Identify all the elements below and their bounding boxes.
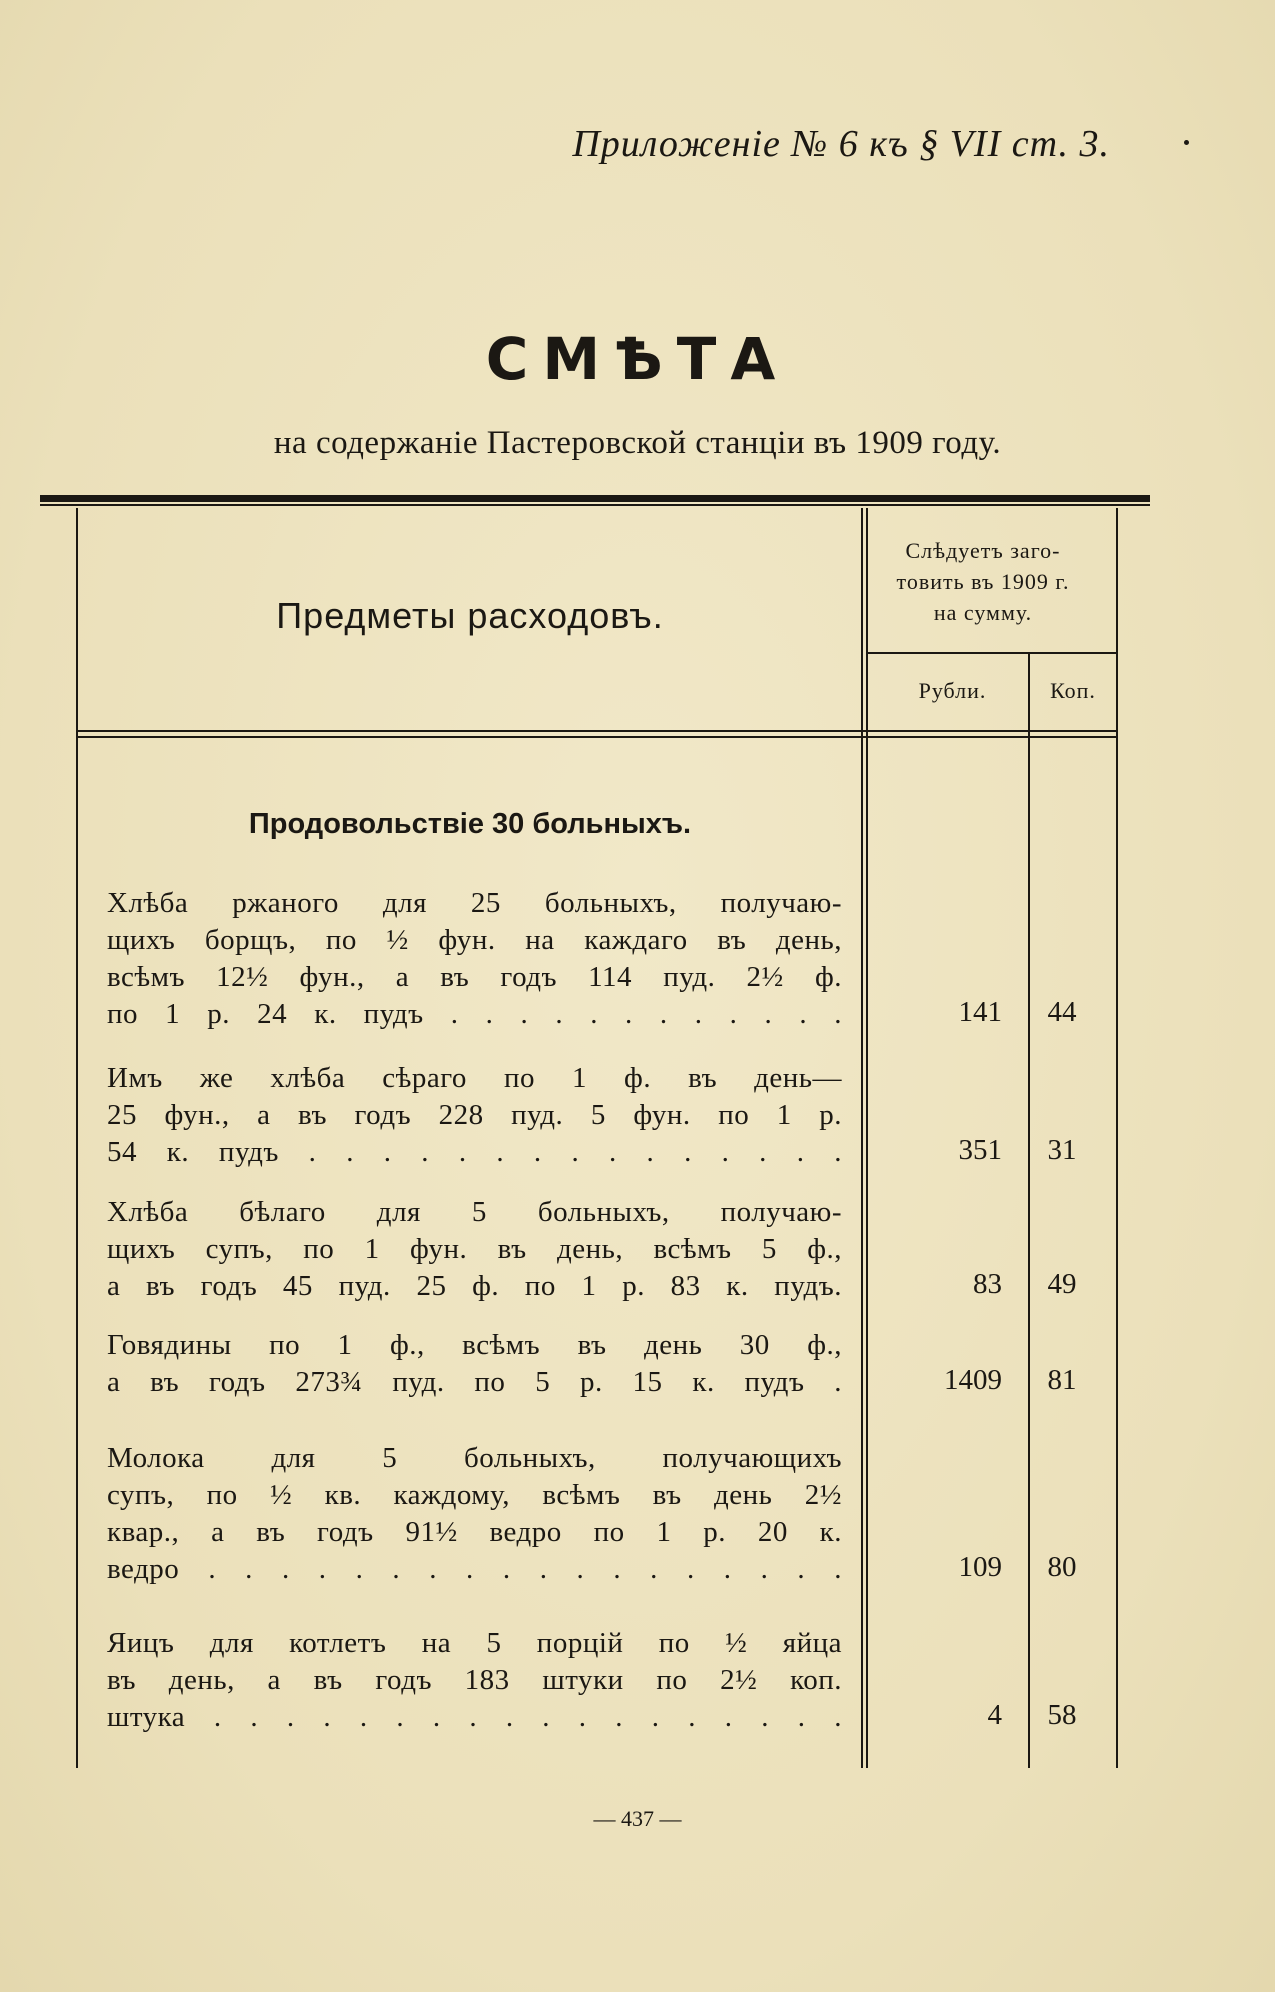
item-kopecks: 44 [1047, 996, 1077, 1028]
appendix-reference: Приложеніе № 6 къ § VII ст. 3. [572, 123, 1110, 165]
item-line: Молока для 5 больныхъ, получающихъ [107, 1442, 842, 1474]
item-kopecks: 81 [1047, 1364, 1077, 1396]
item-line: а въ годъ 45 пуд. 25 ф. по 1 р. 83 к. пудъ. [107, 1270, 842, 1302]
expense-item [107, 1060, 842, 1171]
table-header-rule [78, 730, 1116, 732]
item-line: супъ, по ½ кв. каждому, всѣмъ въ день 2½ [107, 1479, 842, 1511]
column-header-sum-line3: на сумму. [933, 600, 1033, 625]
item-line: Яицъ для котлетъ на 5 порцій по ½ яйца [107, 1627, 842, 1659]
item-line: а въ годъ 273¾ пуд. по 5 р. 15 к. пудъ . [107, 1366, 842, 1398]
item-kopecks: 31 [1047, 1134, 1077, 1166]
column-header-rubles: Рубли. [918, 678, 987, 703]
item-rubles: 109 [958, 1551, 1002, 1583]
item-rubles: 351 [958, 1134, 1002, 1166]
item-rubles: 83 [973, 1268, 1002, 1300]
expense-item [107, 1194, 842, 1305]
item-rubles: 1409 [944, 1364, 1002, 1396]
header-rule-thin [40, 504, 1150, 506]
ink-speck [1184, 140, 1189, 145]
item-line: по 1 р. 24 к. пудъ . . . . . . . . . . . . [107, 998, 842, 1030]
column-header-kopecks: Коп. [1050, 678, 1096, 703]
item-line: Имъ же хлѣба сѣраго по 1 ф. въ день— [107, 1062, 842, 1094]
document-subtitle: на содержаніе Пастеровской станціи въ 1909 году. [273, 425, 1002, 461]
item-rubles: 4 [987, 1699, 1002, 1731]
expense-item [107, 1440, 842, 1588]
table-column-divider-double [866, 508, 868, 1768]
expense-item [107, 1327, 842, 1401]
item-line: Говядины по 1 ф., всѣмъ въ день 30 ф., [107, 1329, 842, 1361]
table-header-rule-double [78, 736, 1116, 738]
section-title: Продовольствіе 30 больныхъ. [248, 808, 692, 840]
table-subheader-rule [866, 652, 1116, 654]
column-header-sum-line2: товить въ 1909 г. [896, 569, 1070, 594]
column-header-sum [868, 535, 1098, 628]
table-kop-divider [1028, 652, 1030, 1768]
expense-item [107, 1625, 842, 1736]
table-right-border [1116, 508, 1118, 1768]
document-title: СМѢТА [485, 325, 790, 393]
item-kopecks: 58 [1047, 1699, 1077, 1731]
item-line: щихъ супъ, по 1 фун. въ день, всѣмъ 5 ф., [107, 1233, 842, 1265]
expense-item [107, 885, 842, 1033]
item-kopecks: 49 [1047, 1268, 1077, 1300]
item-line: 54 к. пудъ . . . . . . . . . . . . . . . [107, 1136, 842, 1168]
item-kopecks: 80 [1047, 1551, 1077, 1583]
table-left-border [76, 508, 78, 1768]
header-rule-thick [40, 495, 1150, 502]
item-line: Хлѣба бѣлаго для 5 больныхъ, получаю- [107, 1196, 842, 1228]
item-line: ведро . . . . . . . . . . . . . . . . . . [107, 1553, 842, 1585]
item-line: всѣмъ 12½ фун., а въ годъ 114 пуд. 2½ ф. [107, 961, 842, 993]
table-column-divider [861, 508, 863, 1768]
item-line: Хлѣба ржаного для 25 больныхъ, получаю- [107, 887, 842, 919]
item-rubles: 141 [958, 996, 1002, 1028]
page-number: — 437 — [593, 1806, 682, 1831]
item-line: 25 фун., а въ годъ 228 пуд. 5 фун. по 1 р. [107, 1099, 842, 1131]
item-line: въ день, а въ годъ 183 штуки по 2½ коп. [107, 1664, 842, 1696]
item-line: щихъ борщъ, по ½ фун. на каждаго въ день, [107, 924, 842, 956]
column-header-sum-line1: Слѣдуетъ заго- [905, 538, 1061, 563]
column-header-items: Предметы расходовъ. [276, 595, 664, 636]
item-line: штука . . . . . . . . . . . . . . . . . . [107, 1701, 842, 1733]
item-line: квар., а въ годъ 91½ ведро по 1 р. 20 к. [107, 1516, 842, 1548]
